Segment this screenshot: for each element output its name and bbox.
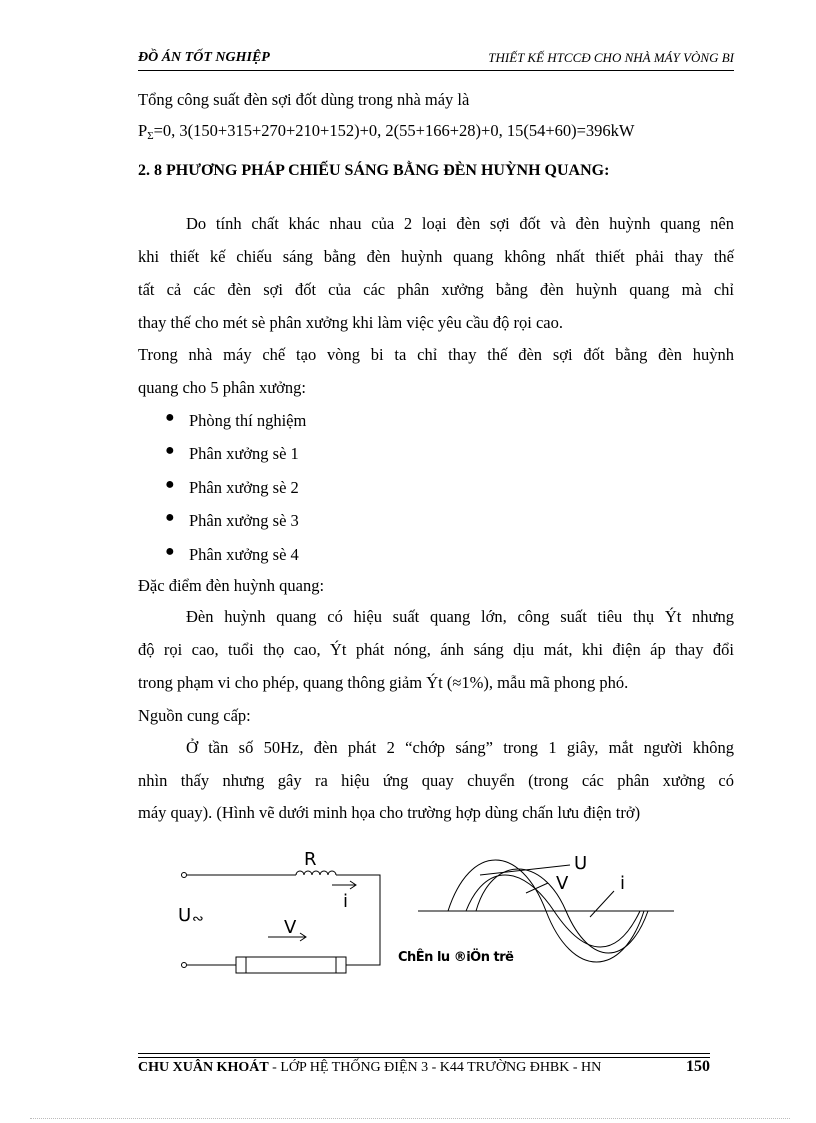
author-class: - LỚP HỆ THỐNG ĐIỆN 3 - K44 TRƯỜNG ĐHBK - HN — [268, 1060, 602, 1075]
page-bottom-edge — [30, 1118, 790, 1119]
formula-subscript: Σ — [147, 130, 154, 142]
wire-right — [336, 875, 380, 965]
wave-label-v: V — [556, 873, 569, 894]
features-line1: Đèn huỳnh quang có hiệu suất quang lớn, công suất tiêu thụ Ýt nhưng — [186, 607, 734, 626]
footer-rule — [138, 1053, 710, 1054]
supply-line3: máy quay). (Hình vẽ dưới minh họa cho trường hợp dùng chấn lưu điện trở) — [138, 803, 641, 822]
inductor-coil — [296, 871, 336, 875]
intro-line: Tổng công suất đèn sợi đốt dùng trong nhà máy là — [138, 90, 470, 109]
para1-line1: Do tính chất khác nhau của 2 loại đèn sợi đốt và đèn huỳnh quang nên — [186, 214, 734, 233]
page-footer — [138, 1048, 710, 1084]
formula-prefix: P — [138, 121, 148, 140]
supply-line1: Ở tần số 50Hz, đèn phát 2 “chớp sáng” trong 1 giây, mắt người không — [186, 738, 734, 757]
label-u-source: U — [178, 905, 192, 926]
label-v-arrow: V — [284, 917, 297, 938]
terminal-top — [182, 873, 187, 878]
para2-line2: quang cho 5 phân xưởng: — [138, 378, 306, 397]
tube-electrodes — [246, 957, 336, 973]
list-item: Phòng thí nghiệm — [189, 411, 307, 430]
list-item: Phân xưởng sè 2 — [189, 478, 299, 497]
supply-line2: nhìn thấy nhưng gây ra hiệu ứng quay chuyển (trong các phân xưởng có — [138, 771, 734, 790]
footer-rule — [138, 1057, 710, 1058]
features-line3: trong phạm vi cho phép, quang thông giảm Ýt (≈1%), mẫu mã phong phó. — [138, 673, 629, 692]
bullet-dot-icon: ● — [165, 442, 175, 459]
list-item: Phân xưởng sè 4 — [189, 545, 299, 564]
para1-line4: thay thế cho mét sè phân xưởng khi làm việc yêu cầu độ rọi cao. — [138, 313, 563, 332]
bullet-dot-icon: ● — [165, 509, 175, 526]
wave-label-u: U — [574, 853, 588, 874]
features-line2: độ rọi cao, tuổi thọ cao, Ýt phát nóng, ánh sáng dịu mát, khi điện áp thay đổi — [138, 640, 734, 659]
para1-line2: khi thiết kế chiếu sáng bằng đèn huỳnh quang không nhất thiết phải thay thế — [138, 247, 734, 266]
footer-author — [138, 1060, 601, 1076]
features-title: Đặc điểm đèn huỳnh quang: — [138, 576, 325, 595]
page-number: 150 — [686, 1058, 710, 1075]
header-left: ĐỒ ÁN TỐT NGHIỆP — [138, 50, 270, 65]
terminal-bottom — [182, 963, 187, 968]
label-r: R — [304, 849, 317, 870]
author-name: CHU XUÂN KHOÁT — [138, 1060, 269, 1075]
bullet-dot-icon: ● — [165, 409, 175, 426]
header-right: THIẾT KẾ HTCCĐ CHO NHÀ MÁY VÒNG BI — [488, 50, 734, 65]
supply-title: Nguồn cung cấp: — [138, 706, 251, 725]
power-formula — [138, 121, 635, 142]
formula-body: =0, 3(150+315+270+210+152)+0, 2(55+166+28)+0, 15(54+60)=396kW — [153, 121, 635, 140]
current-arrow — [332, 881, 356, 889]
bullet-dot-icon: ● — [165, 476, 175, 493]
para1-line3: tất cả các đèn sợi đốt của các phân xưởng bằng đèn huỳnh quang mà chỉ — [138, 280, 734, 299]
para2-line1: Trong nhà máy chế tạo vòng bi ta chỉ thay thế đèn sợi đốt bằng đèn huỳnh — [138, 345, 734, 364]
label-i-arrow: i — [343, 891, 349, 912]
ballast-circuit-diagram — [170, 835, 690, 985]
bullet-dot-icon: ● — [165, 543, 175, 560]
page-header — [138, 48, 734, 71]
ballast-caption: ChÊn lu ®iÖn trë — [398, 950, 514, 965]
list-item: Phân xưởng sè 3 — [189, 511, 299, 530]
wave-label-i: i — [620, 873, 626, 894]
tilde-icon: ∾ — [192, 911, 204, 927]
section-heading: 2. 8 PHƯƠNG PHÁP CHIẾU SÁNG BẰNG ĐÈN HUỲNH QUANG: — [138, 162, 610, 179]
fluorescent-tube — [236, 957, 346, 973]
list-item: Phân xưởng sè 1 — [189, 444, 299, 463]
leader-i — [590, 891, 614, 917]
